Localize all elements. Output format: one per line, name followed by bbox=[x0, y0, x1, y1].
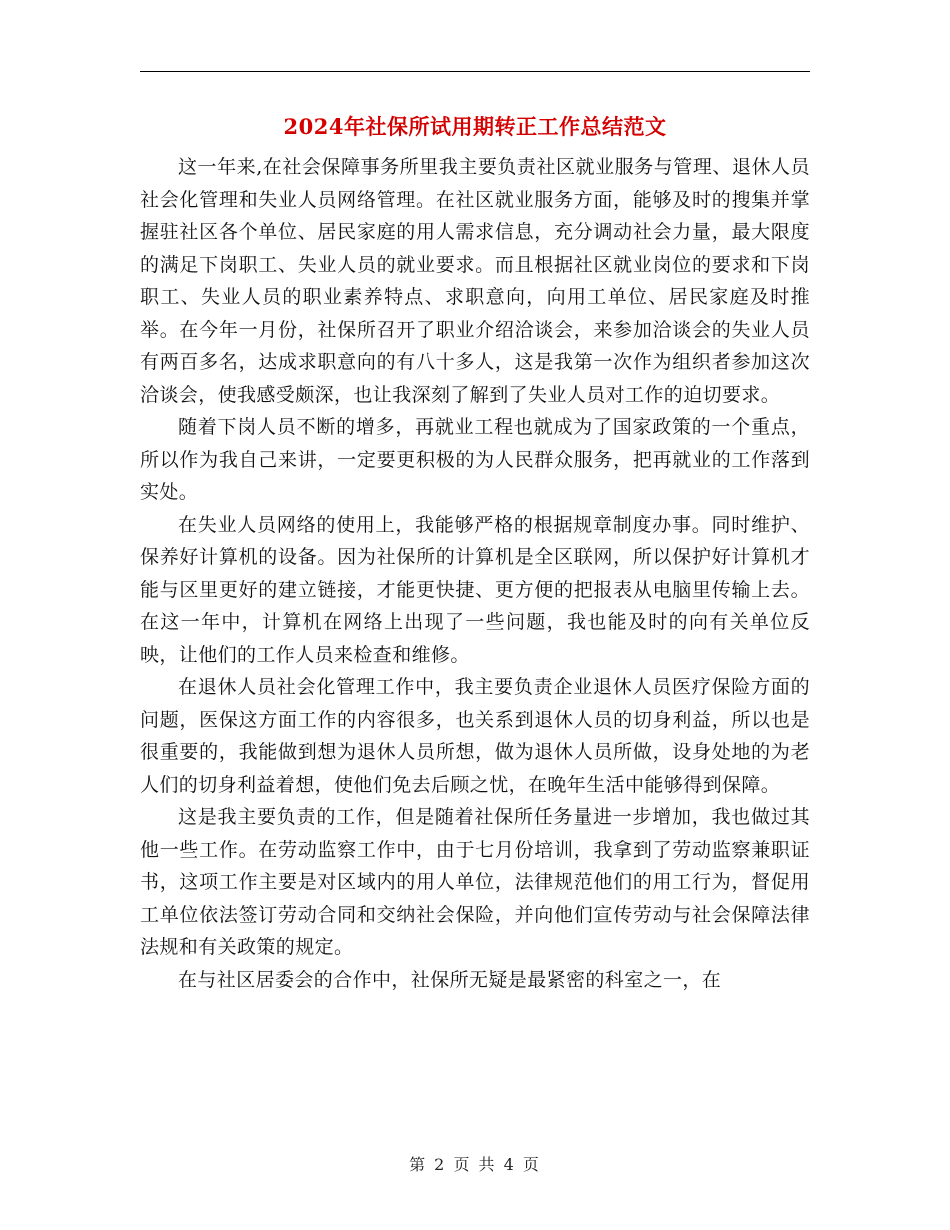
paragraph-3: 在失业人员网络的使用上，我能够严格的根据规章制度办事。同时维护、保养好计算机的设备。因为社保所的计算机是全区联网，所以保护好计算机才能与区里更好的建立链接，才能更快捷、更方便的把报表从电脑里传输上去。在这一年中，计算机在网络上出现了一些问题，我也能及时的向有关单位反映，让他们的工作人员来检查和维修。 bbox=[140, 513, 810, 666]
document-body bbox=[140, 151, 810, 996]
page-number: 第 2 页 共 4 页 bbox=[409, 1155, 541, 1174]
document-title: 2024年社保所试用期转正工作总结范文 bbox=[283, 114, 667, 139]
paragraph-2: 随着下岗人员不断的增多，再就业工程也就成为了国家政策的一个重点，所以作为我自己来讲，一定要更积极的为人民群众服务，把再就业的工作落到实处。 bbox=[140, 416, 810, 503]
paragraph-4: 在退休人员社会化管理工作中，我主要负责企业退休人员医疗保险方面的问题，医保这方面工作的内容很多，也关系到退休人员的切身利益，所以也是很重要的，我能做到想为退休人员所想，做为退休人员所做，设身处地的为老人们的切身利益着想，使他们免去后顾之忧，在晚年生活中能够得到保障。 bbox=[140, 676, 810, 796]
header-rule bbox=[140, 71, 810, 72]
paragraph-5: 这是我主要负责的工作，但是随着社保所任务量进一步增加，我也做过其他一些工作。在劳动监察工作中，由于七月份培训，我拿到了劳动监察兼职证书，这项工作主要是对区域内的用人单位，法律规范他们的用工行为，督促用工单位依法签订劳动合同和交纳社会保险，并向他们宣传劳动与社会保障法律法规和有关政策的规定。 bbox=[140, 806, 810, 958]
paragraph-6: 在与社区居委会的合作中，社保所无疑是最紧密的科室之一，在 bbox=[178, 968, 722, 991]
paragraph-1: 这一年来,在社会保障事务所里我主要负责社区就业服务与管理、退休人员社会化管理和失业人员网络管理。在社区就业服务方面，能够及时的搜集并掌握驻社区各个单位、居民家庭的用人需求信息，充分调动社会力量，最大限度的满足下岗职工、失业人员的就业要求。而且根据社区就业岗位的要求和下岗职工、失业人员的职业素养特点、求职意向，向用工单位、居民家庭及时推举。在今年一月份，社保所召开了职业介绍洽谈会，来参加洽谈会的失业人员有两百多名，达成求职意向的有八十多人，这是我第一次作为组织者参加这次洽谈会，使我感受颇深，也让我深刻了解到了失业人员对工作的迫切要求。 bbox=[140, 156, 810, 406]
